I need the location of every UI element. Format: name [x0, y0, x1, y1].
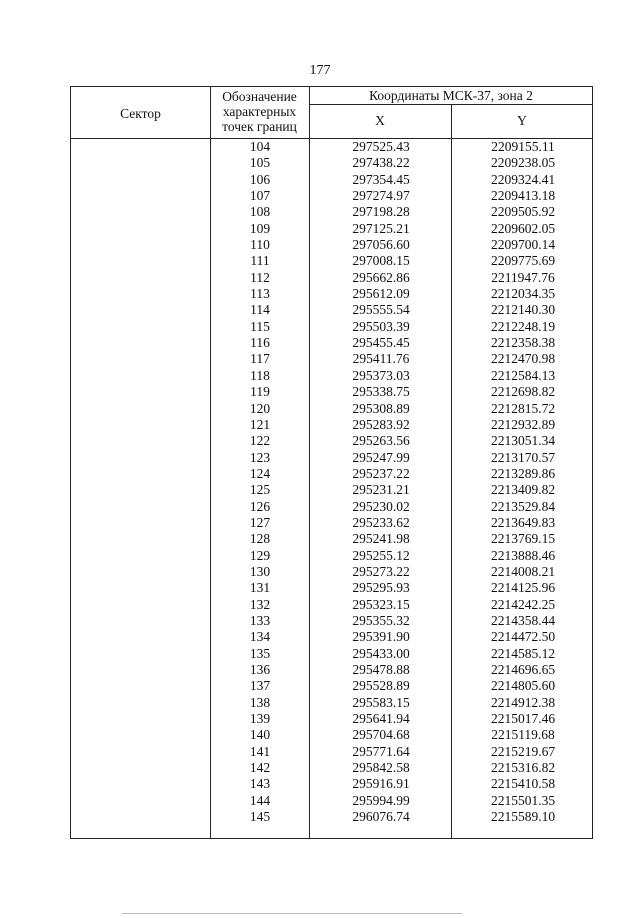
x-coordinate-cell: 297525.43 — [352, 139, 410, 154]
x-coordinate-cell: 297198.28 — [352, 204, 410, 220]
point-number-cell: 115 — [250, 318, 270, 334]
point-number-cell: 107 — [249, 188, 271, 204]
point-number-cell: 145 — [249, 809, 271, 825]
y-coordinate-cell: 2214585.12 — [490, 645, 556, 661]
x-coordinate-cell: 295263.56 — [352, 433, 410, 449]
point-number-cell: 106 — [249, 171, 271, 187]
x-coordinate-cell: 295233.62 — [352, 514, 410, 530]
table-row — [71, 417, 594, 433]
x-coordinate-cell: 295391.90 — [352, 629, 410, 645]
point-number-cell: 116 — [250, 335, 270, 351]
point-number-cell: 138 — [249, 694, 271, 710]
point-number-cell: 143 — [249, 776, 271, 792]
x-coordinate-cell: 295478.88 — [352, 662, 410, 677]
table-row — [71, 286, 594, 302]
x-coordinate-cell: 295255.12 — [352, 547, 410, 563]
x-coordinate-cell: 295771.64 — [352, 743, 410, 759]
y-coordinate-cell: 2211947.76 — [491, 269, 555, 285]
y-coordinate-cell: 2214472.50 — [490, 629, 556, 645]
x-coordinate-cell: 295230.02 — [352, 498, 410, 514]
point-number-cell: 142 — [249, 760, 271, 776]
y-coordinate-cell: 2212584.13 — [490, 367, 556, 383]
y-coordinate-cell: 2212034.35 — [490, 286, 556, 302]
table-row — [71, 531, 594, 547]
x-coordinate-cell: 295455.45 — [352, 335, 410, 351]
y-coordinate-cell: 2214912.38 — [490, 694, 556, 710]
y-coordinate-cell: 2212140.30 — [490, 302, 556, 318]
x-coordinate-cell: 297125.21 — [352, 220, 410, 236]
header-designation — [210, 89, 309, 134]
table-row — [71, 727, 594, 743]
table-row — [71, 139, 594, 155]
point-number-cell: 127 — [249, 514, 271, 530]
point-number-cell: 134 — [249, 629, 271, 645]
y-coordinate-cell: 2212248.19 — [490, 318, 556, 334]
table-row — [71, 368, 594, 384]
table-row — [71, 629, 594, 645]
y-coordinate-cell: 2213769.15 — [490, 531, 556, 547]
y-coordinate-cell: 2213529.84 — [490, 498, 556, 514]
table-row — [71, 776, 594, 792]
y-coordinate-cell: 2214696.65 — [490, 662, 556, 677]
point-number-cell: 136 — [249, 662, 271, 677]
header-coordinates: Координаты МСК-37, зона 2 — [369, 88, 533, 103]
y-coordinate-cell: 2215017.46 — [490, 711, 556, 727]
table-body — [71, 139, 594, 825]
table-row — [71, 597, 594, 613]
table-row — [71, 401, 594, 417]
header-designation-line: характерных — [222, 104, 297, 119]
point-number-cell: 108 — [249, 204, 271, 220]
point-number-cell: 129 — [249, 547, 271, 563]
table-row — [71, 221, 594, 237]
table-row — [71, 351, 594, 367]
point-number-cell: 124 — [249, 465, 271, 481]
table-row — [71, 760, 594, 776]
y-coordinate-cell: 2214242.25 — [490, 596, 556, 612]
y-coordinate-cell: 2215410.58 — [490, 776, 556, 792]
x-coordinate-cell: 295583.15 — [352, 694, 410, 710]
x-coordinate-cell: 297008.15 — [352, 253, 410, 269]
header-x: X — [375, 113, 385, 128]
y-coordinate-cell: 2209324.41 — [490, 171, 556, 187]
y-coordinate-cell: 2209602.05 — [490, 220, 556, 236]
x-coordinate-cell: 295247.99 — [352, 449, 410, 465]
x-coordinate-cell: 295842.58 — [352, 760, 410, 776]
header-designation-line: Обозначение — [222, 89, 297, 104]
y-coordinate-cell: 2214358.44 — [490, 612, 556, 628]
x-coordinate-cell: 295283.92 — [352, 416, 410, 432]
table-row — [71, 335, 594, 351]
table-row — [71, 793, 594, 809]
y-coordinate-cell: 2212815.72 — [490, 400, 556, 416]
point-number-cell: 133 — [249, 612, 271, 628]
x-coordinate-cell: 295295.93 — [352, 580, 410, 596]
table-row — [71, 270, 594, 286]
x-coordinate-cell: 295355.32 — [352, 612, 410, 628]
x-coordinate-cell: 295641.94 — [352, 711, 410, 727]
point-number-cell: 118 — [250, 367, 270, 383]
point-number-cell: 114 — [250, 302, 270, 318]
y-coordinate-cell: 2213409.82 — [490, 482, 556, 498]
table-row — [71, 548, 594, 564]
y-coordinate-cell: 2215501.35 — [490, 792, 556, 808]
point-number-cell: 113 — [250, 286, 270, 302]
y-coordinate-cell: 2209775.69 — [490, 253, 556, 269]
x-coordinate-cell: 295308.89 — [352, 400, 410, 416]
table-row — [71, 564, 594, 580]
y-coordinate-cell: 2214008.21 — [490, 563, 556, 579]
table-row — [71, 515, 594, 531]
y-coordinate-cell: 2209700.14 — [490, 237, 556, 253]
y-coordinate-cell: 2213289.86 — [490, 465, 556, 481]
y-coordinate-cell: 2212698.82 — [490, 384, 556, 400]
x-coordinate-cell: 295662.86 — [352, 269, 410, 285]
point-number-cell: 144 — [249, 792, 271, 808]
x-coordinate-cell: 295612.09 — [352, 286, 410, 302]
header-divider — [309, 104, 593, 105]
y-coordinate-cell: 2212932.89 — [490, 416, 556, 432]
point-number-cell: 112 — [250, 269, 270, 285]
x-coordinate-cell: 295338.75 — [352, 384, 410, 400]
table-row — [71, 155, 594, 171]
table-row — [71, 678, 594, 694]
y-coordinate-cell: 2215219.67 — [490, 743, 556, 759]
table-row — [71, 204, 594, 220]
y-coordinate-cell: 2212358.38 — [490, 335, 556, 351]
table-row — [71, 466, 594, 482]
x-coordinate-cell: 295916.91 — [352, 776, 410, 792]
x-coordinate-cell: 297438.22 — [352, 155, 410, 171]
y-coordinate-cell: 2214125.96 — [490, 580, 556, 596]
table-row — [71, 744, 594, 760]
x-coordinate-cell: 295323.15 — [352, 596, 410, 612]
table-row — [71, 302, 594, 318]
header-designation-line: точек границ — [222, 119, 297, 134]
y-coordinate-cell: 2213051.34 — [490, 433, 556, 449]
point-number-cell: 126 — [249, 498, 271, 514]
y-coordinate-cell: 2213888.46 — [490, 547, 556, 563]
point-number-cell: 125 — [249, 482, 271, 498]
x-coordinate-cell: 295528.89 — [352, 678, 410, 694]
point-number-cell: 110 — [250, 237, 270, 253]
x-coordinate-cell: 295231.21 — [352, 482, 410, 498]
x-coordinate-cell: 295411.76 — [352, 351, 410, 367]
table-row — [71, 711, 594, 727]
table-row — [71, 613, 594, 629]
y-coordinate-cell: 2213170.57 — [490, 449, 556, 465]
point-number-cell: 111 — [250, 253, 270, 269]
x-coordinate-cell: 297274.97 — [352, 188, 410, 204]
x-coordinate-cell: 295433.00 — [352, 645, 410, 661]
y-coordinate-cell: 2209238.05 — [490, 155, 556, 171]
y-coordinate-cell: 2209505.92 — [490, 204, 556, 220]
coordinates-table — [70, 86, 593, 839]
x-coordinate-cell: 297056.60 — [352, 237, 410, 253]
y-coordinate-cell: 2215119.68 — [491, 727, 555, 743]
point-number-cell: 139 — [249, 711, 271, 727]
x-coordinate-cell: 295503.39 — [352, 318, 410, 334]
point-number-cell: 130 — [249, 563, 271, 579]
table-row — [71, 580, 594, 596]
x-coordinate-cell: 297354.45 — [352, 171, 410, 187]
y-coordinate-cell: 2212470.98 — [490, 351, 556, 367]
point-number-cell: 104 — [249, 139, 271, 154]
y-coordinate-cell: 2215316.82 — [490, 760, 556, 776]
table-row — [71, 695, 594, 711]
table-row — [71, 433, 594, 449]
point-number-cell: 132 — [249, 596, 271, 612]
table-row — [71, 450, 594, 466]
x-coordinate-cell: 295241.98 — [352, 531, 410, 547]
x-coordinate-cell: 295555.54 — [352, 302, 410, 318]
table-row — [71, 809, 594, 825]
y-coordinate-cell: 2213649.83 — [490, 514, 556, 530]
table-row — [71, 646, 594, 662]
table-row — [71, 384, 594, 400]
x-coordinate-cell: 295273.22 — [352, 563, 410, 579]
point-number-cell: 140 — [249, 727, 271, 743]
point-number-cell: 141 — [249, 743, 271, 759]
table-row — [71, 237, 594, 253]
x-coordinate-cell: 295237.22 — [352, 465, 410, 481]
point-number-cell: 123 — [249, 449, 271, 465]
table-row — [71, 319, 594, 335]
point-number-cell: 121 — [249, 416, 271, 432]
point-number-cell: 109 — [249, 220, 271, 236]
table-row — [71, 662, 594, 678]
x-coordinate-cell: 296076.74 — [352, 809, 410, 825]
point-number-cell: 137 — [249, 678, 271, 694]
table-row — [71, 188, 594, 204]
y-coordinate-cell: 2214805.60 — [490, 678, 556, 694]
x-coordinate-cell: 295373.03 — [352, 367, 410, 383]
header-sector: Сектор — [120, 106, 161, 121]
page-number: 177 — [309, 63, 331, 78]
point-number-cell: 120 — [249, 400, 271, 416]
y-coordinate-cell: 2215589.10 — [490, 809, 556, 825]
scan-edge-line — [122, 913, 462, 914]
x-coordinate-cell: 295994.99 — [352, 792, 410, 808]
point-number-cell: 119 — [250, 384, 270, 400]
point-number-cell: 135 — [249, 645, 271, 661]
table-row — [71, 172, 594, 188]
table-row — [71, 253, 594, 269]
y-coordinate-cell: 2209413.18 — [490, 188, 556, 204]
point-number-cell: 105 — [249, 155, 271, 171]
point-number-cell: 117 — [250, 351, 270, 367]
table-row — [71, 499, 594, 515]
point-number-cell: 131 — [249, 580, 271, 596]
header-y: Y — [517, 113, 527, 128]
x-coordinate-cell: 295704.68 — [352, 727, 410, 743]
table-row — [71, 482, 594, 498]
y-coordinate-cell: 2209155.11 — [491, 139, 555, 154]
point-number-cell: 122 — [249, 433, 271, 449]
point-number-cell: 128 — [249, 531, 271, 547]
